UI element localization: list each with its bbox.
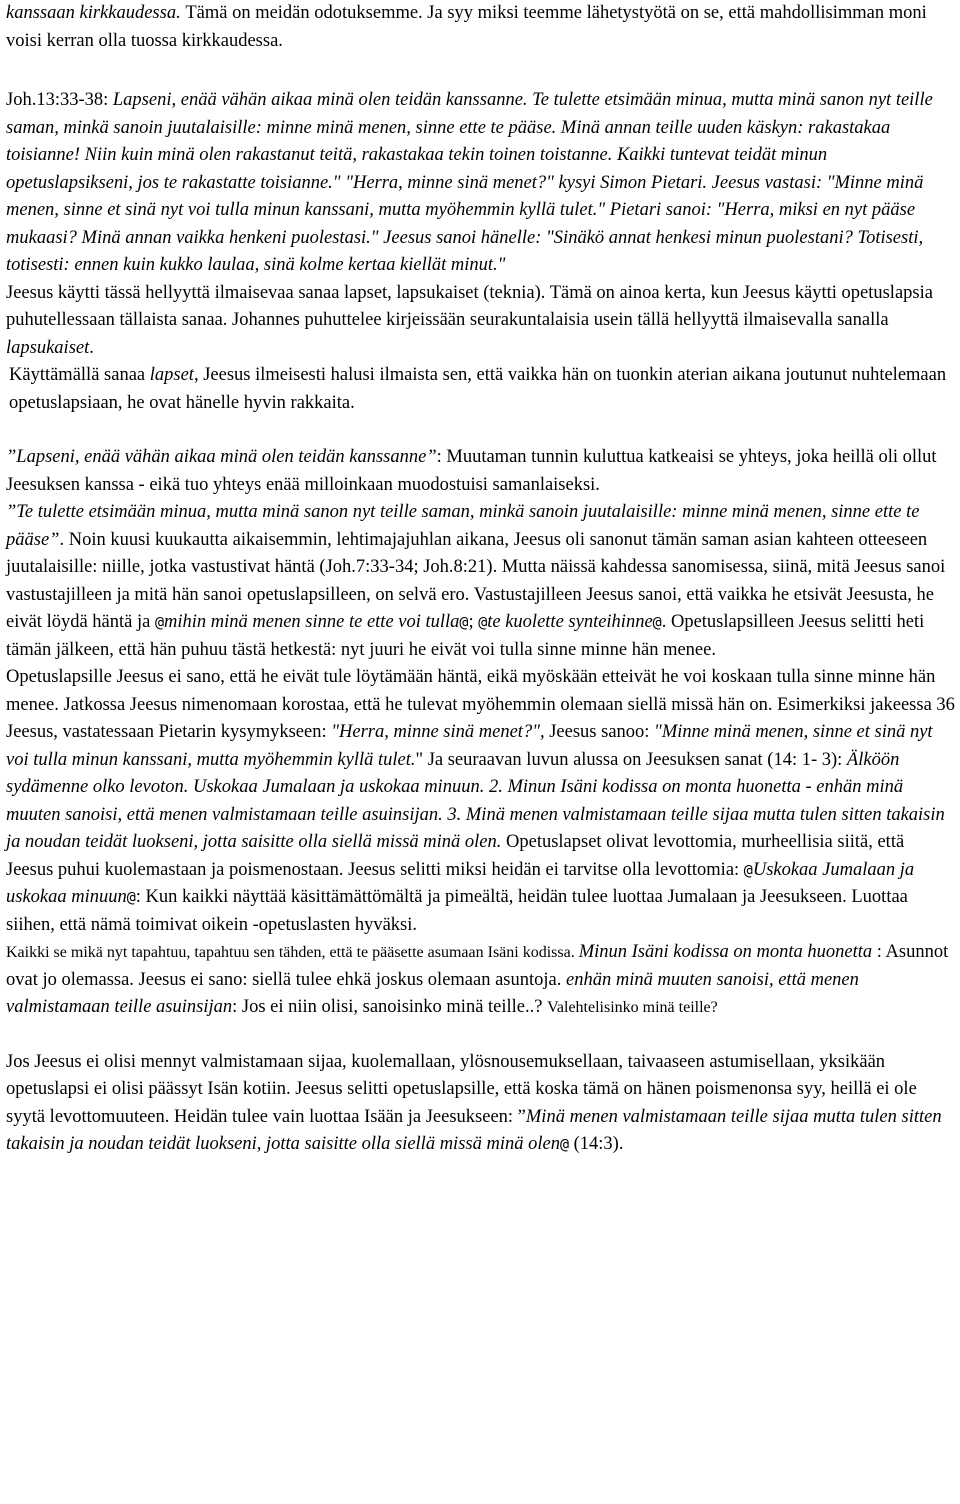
- italic-text-segment: "Minne minä menen, sinne et sinä nyt voi tulla minun kanssani, mutta myöhemmin kyllä tulet.: [6, 722, 933, 770]
- lapset-paragraph: [6, 280, 956, 363]
- text-segment: : Kun kaikki näyttää käsittämättömältä ja pimeältä, heidän tulee luottaa Jumalaan ja Jeesukseen. Luottaa siihen, että nämä toimivat oikein -opetuslasten hyväksi.: [6, 887, 908, 935]
- italic-text-segment: ”Te tulette etsimään minua, mutta minä sanon nyt teille saman, minkä sanoin juutalaisille: minne minä menen, sinne ette te pääse”: [6, 502, 920, 550]
- text-segment: Jeesus käytti tässä hellyyttä ilmaisevaa sanaa lapset, lapsukaiset (teknia). Tämä on ainoa kerta, kun Jeesus käytti opetuslapsia puhutellessaan tällaista sanaa. Johannes puhuttelee kirjeissään seurakuntalaisia usein tällä hellyyttä ilmaisevalla sanalla: [6, 282, 933, 330]
- italic-text-segment: lapset: [149, 365, 194, 385]
- italic-text-segment: Minä menen valmistamaan teille sijaa mutta tulen sitten takaisin ja noudan teidät luokseni, jotta saisitte olla siellä missä minä olen: [6, 1106, 942, 1154]
- text-segment: Käyttämällä sanaa: [9, 365, 150, 385]
- italic-text-segment: mihin minä menen sinne te ette voi tulla: [164, 612, 460, 632]
- text-segment: Tämä on meidän odotuksemme. Ja syy miksi teemme lähetystyötä on se, että mahdollisimman moni voisi kerran olla tuossa kirkkaudessa.: [6, 3, 927, 51]
- marker-symbol: @: [559, 1135, 569, 1153]
- scripture-paragraph: [6, 87, 956, 280]
- text-segment: Joh.13:33-38:: [6, 90, 113, 110]
- text-segment: : Jos ei niin olisi, sanoisinko minä teille..?: [232, 997, 548, 1017]
- text-segment: Jeesus sanoo:: [544, 722, 655, 742]
- italic-text-segment: ”Lapseni, enää vähän aikaa minä olen teidän kanssanne”: [6, 447, 437, 467]
- text-segment: : Muutaman tunnin kuluttua katkeaisi se yhteys, joka heillä oli ollut Jeesuksen kanssa - eikä tuo yhteys enää milloinkaan muodostuisi samanlaiseksi.: [6, 447, 937, 495]
- italic-text-segment: enhän minä muuten sanoisi, että menen valmistamaan teille asuinsijan: [6, 969, 859, 1017]
- text-segment: Opetuslapsille Jeesus ei sano, että he eivät tule löytämään häntä, eikä myöskään etteivät he voi koskaan tulla sinne minne hän menee. Jatkossa Jeesus nimenomaan korostaa, että he tulevat myöhemmin olemaan siellä missä hän on. Esimerkiksi jakeessa 36 Jeesus, vastatessaan Pietarin kysymykseen:: [6, 667, 955, 742]
- text-segment: , Jeesus ilmeisesti halusi ilmaista sen, että vaikka hän on tuonkin aterian aikana joutunut nuhtelemaan opetuslapsiaan, he ovat hänelle hyvin rakkaita.: [9, 365, 947, 413]
- commentary-paragraph-1: [6, 444, 956, 499]
- text-segment: Jos Jeesus ei olisi mennyt valmistamaan sijaa, kuolemallaan, ylösnousemuksellaan, taivaaseen astumisellaan, yksikään opetuslapsi ei olisi päässyt Isän kotiin. Jeesus selitti opetuslapsille, että koska tämä on hänen poismenonsa syy, heillä ei ole syytä levottomuuteen. Heidän tulee vain luottaa Isään ja Jeesukseen: ”: [6, 1051, 917, 1127]
- text-segment: (14:3).: [568, 1134, 624, 1154]
- italic-text-segment: te kuolette synteihinne: [487, 612, 653, 632]
- text-segment: : Asunnot ovat jo olemassa. Jeesus ei sano: siellä tulee ehkä joskus olemaan asuntoja.: [6, 942, 949, 990]
- text-segment: " Ja seuraavan luvun alussa on Jeesuksen sanat (14: 1- 3):: [415, 749, 847, 770]
- italic-text-segment: Lapseni, enää vähän aikaa minä olen teidän kanssanne. Te tulette etsimään minua, mutta minä sanon nyt teille saman, minkä sanoin juutalaisille: minne minä menen, sinne ette te pääse. Minä annan teille uuden käskyn: rakastakaa toisianne! Niin kuin minä olen rakastanut teitä, rakastakaa tekin toinen toistanne. Kaikki tuntevat teidät minun opetuslapsikseni, jos te rakastatte toisianne." "Herra, minne sinä menet?" kysyi Simon Pietari. Jeesus vastasi: "Minne minä menen, sinne et sinä nyt voi tulla minun kanssani, mutta myöhemmin kyllä tulet." Pietari sanoi: "Herra, miksi en nyt pääse mukaasi? Minä annan vaikka henkeni puolestasi." Jeesus sanoi hänelle: "Sinäkö annat henkesi minun puolestani? Totisesti, totisesti: ennen kuin kukko laulaa, sinä kolme kertaa kiellät minut.": [6, 90, 933, 275]
- text-segment: Valehtelisinko minä teille?: [547, 999, 718, 1016]
- closing-paragraph: [6, 1049, 956, 1159]
- intro-paragraph: [6, 0, 956, 55]
- commentary-paragraph-4: [6, 939, 956, 1022]
- text-segment: ;: [468, 612, 479, 632]
- commentary-paragraph-2: [6, 499, 956, 664]
- marker-symbol: @: [154, 613, 164, 631]
- italic-text-segment: Minun Isäni kodissa on monta huonetta: [578, 942, 873, 962]
- kayttamalla-paragraph: [6, 362, 956, 417]
- marker-symbol: @: [478, 613, 488, 631]
- document-page: [6, 0, 956, 1159]
- italic-text-segment: "Herra, minne sinä menet?",: [331, 722, 545, 742]
- marker-symbol: @: [459, 613, 469, 631]
- text-segment: Opetuslapset olivat levottomia, murheellisia siitä, että Jeesus puhui kuolemastaan ja poismenostaan. Jeesus selitti miksi heidän ei tarvitse olla levottomia:: [6, 832, 905, 880]
- italic-text-segment: kanssaan kirkkaudessa.: [6, 3, 186, 23]
- marker-symbol: @: [126, 888, 136, 906]
- text-segment: . Noin kuusi kuukautta aikaisemmin, lehtimajajuhlan aikana, Jeesus oli sanonut tämän saman asian kahteen otteeseen juutalaisille: niille, jotka vastustivat häntä (Joh.7:33-34; Joh.8:21). Mutta näissä kahdessa sanomisessa, siinä, mitä Jeesus sanoi vastustajilleen ja mitä hän sanoi opetuslapsilleen, on selvä ero. Vastustajilleen Jeesus sanoi, että vaikka he etsivät Jeesusta, he eivät löydä häntä ja: [6, 529, 946, 632]
- marker-symbol: @: [652, 613, 662, 631]
- marker-symbol: @: [743, 860, 753, 879]
- text-segment: Kaikki se mikä nyt tapahtuu, tapahtuu sen tähden, että te pääsette asumaan Isäni kodissa.: [6, 944, 579, 961]
- italic-text-segment: Uskokaa Jumalaan ja uskokaa minuun: [6, 859, 915, 907]
- text-segment: .: [89, 337, 94, 358]
- commentary-paragraph-3: [6, 664, 956, 939]
- text-segment: . Opetuslapsilleen Jeesus selitti heti tämän jälkeen, että hän puhuu tästä hetkestä: nyt juuri he eivät voi tulla sinne minne hän menee.: [6, 612, 925, 660]
- italic-text-segment: lapsukaiset: [6, 337, 90, 358]
- italic-text-segment: Älköön sydämenne olko levoton. Uskokaa Jumalaan ja uskokaa minuun. 2. Minun Isäni kodissa on monta huonetta - enhän minä muuten sanoisi, että menen valmistamaan teille asuinsijan. 3. Minä menen valmistamaan teille sijaa mutta tulen sitten takaisin ja noudan teidät luokseni, jotta saisitte olla siellä missä minä olen.: [6, 749, 945, 852]
